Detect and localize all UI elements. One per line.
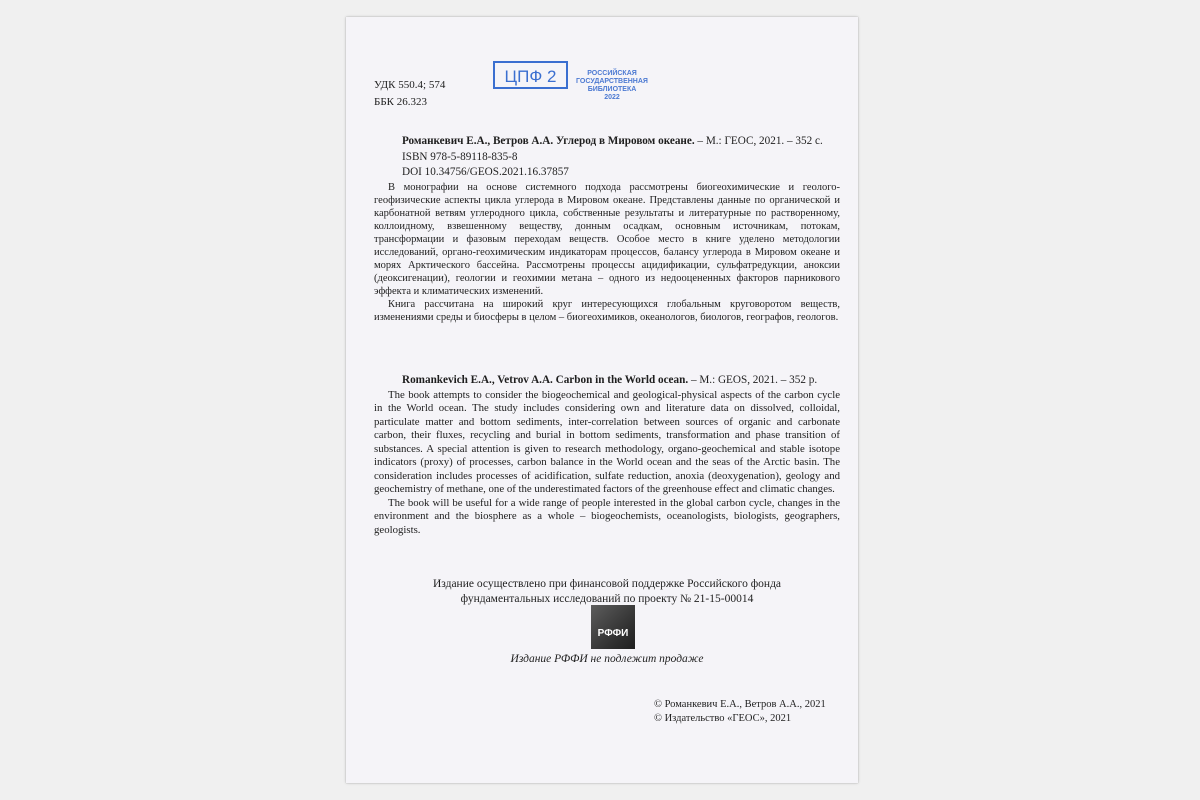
- sale-note: Издание РФФИ не подлежит продаже: [510, 653, 704, 665]
- udc-code: УДК 550.4; 574: [374, 79, 446, 91]
- russian-audience: Книга рассчитана на широкий круг интересующихся глобальным круговоротом веществ, изменениями среды и биосферы в целом – биогеохимиков, океанологов, биологов, географов, геологов.: [374, 298, 840, 323]
- russian-publisher: – М.: ГЕОС, 2021. – 352 с.: [694, 135, 823, 147]
- funding-note: [374, 577, 840, 607]
- english-abstract: The book attempts to consider the biogeochemical and geological-physical aspects of the carbon cycle in the World ocean. The study includes considering own and literature data on dissolved, colloidal, particulate matter and bottom sediments, inter-correlation between sources of organic and carbonate carbon, their fluxes, recycling and burial in bottom sediments, transformation and phase transition of substances. A special attention is given to research methodology, organo-geochemical and stable isotope indicators (proxy) of processes, carbon balance in the World ocean and the seas of the Arctic basin. The consideration includes processes of acidification, sulfate reduction, anoxia (deoxygenation), geology and geochemistry of methane, one of the underestimated factors of the greenhouse effect and climatic changes.: [374, 388, 840, 495]
- english-audience: The book will be useful for a wide range of people interested in the global carbon cycle, changes in the environment and the biosphere as a whole – biogeochemists, oceanologists, biologists, geographers, geologists.: [374, 496, 840, 536]
- english-authors-title: Romankevich E.A., Vetrov A.A. Carbon in the World ocean.: [402, 374, 689, 386]
- document-page: [346, 17, 858, 783]
- rffi-logo-text: РФФИ: [597, 628, 629, 639]
- isbn: ISBN 978-5-89118-835-8: [402, 150, 518, 163]
- russian-authors-title: Романкевич Е.А., Ветров А.А. Углерод в Мировом океане.: [402, 135, 695, 147]
- library-stamp-line: РОССИЙСКАЯ: [587, 70, 637, 77]
- doi: DOI 10.34756/GEOS.2021.16.37857: [402, 166, 569, 178]
- library-stamp: [574, 70, 650, 102]
- russian-reference-header: [374, 134, 840, 181]
- english-reference: [374, 373, 840, 537]
- rffi-logo: [591, 605, 635, 649]
- copyright-publisher: © Издательство «ГЕОС», 2021: [654, 713, 792, 724]
- english-publisher: – M.: GEOS, 2021. – 352 p.: [688, 374, 818, 386]
- classification-codes: [374, 77, 445, 110]
- cpf-stamp: ЦПФ 2: [493, 61, 568, 89]
- funding-line: фундаментальных исследований по проекту № 21-15-00014: [460, 593, 754, 605]
- library-stamp-line: ГОСУДАРСТВЕННАЯ: [576, 78, 648, 85]
- bbk-code: ББК 26.323: [374, 95, 427, 108]
- russian-reference: [374, 134, 840, 324]
- funding-line: Издание осуществлено при финансовой поддержке Российского фонда: [432, 578, 782, 590]
- english-reference-header: [374, 373, 840, 389]
- library-stamp-line: БИБЛИОТЕКА: [587, 86, 637, 93]
- copyright-authors: © Романкевич Е.А., Ветров А.А., 2021: [654, 699, 826, 710]
- copyright-block: [654, 698, 826, 726]
- library-stamp-line: 2022: [604, 94, 620, 101]
- russian-abstract: В монографии на основе системного подхода рассмотрены биогеохимические и геолого-геофизические аспекты цикла углерода в Мировом океане. Представлены данные по органической и карбонатной ветвям углеродного цикла, собственные результаты и литературные по растворенному, коллоидному, взвешенному веществу, донным осадкам, основным источникам, потокам, трансформации и фазовым переходам веществ. Особое место в книге уделено методологии исследований, органо-геохимическим индикаторам процессов, балансу углерода в Мировом океане и морях Арктического бассейна. Рассмотрены процессы ацидификации, сульфатредукции, аноксии (деоксигенации), геологии и геохимии метана – одного из недооцененных факторов парникового эффекта и климатических изменений.: [374, 181, 840, 297]
